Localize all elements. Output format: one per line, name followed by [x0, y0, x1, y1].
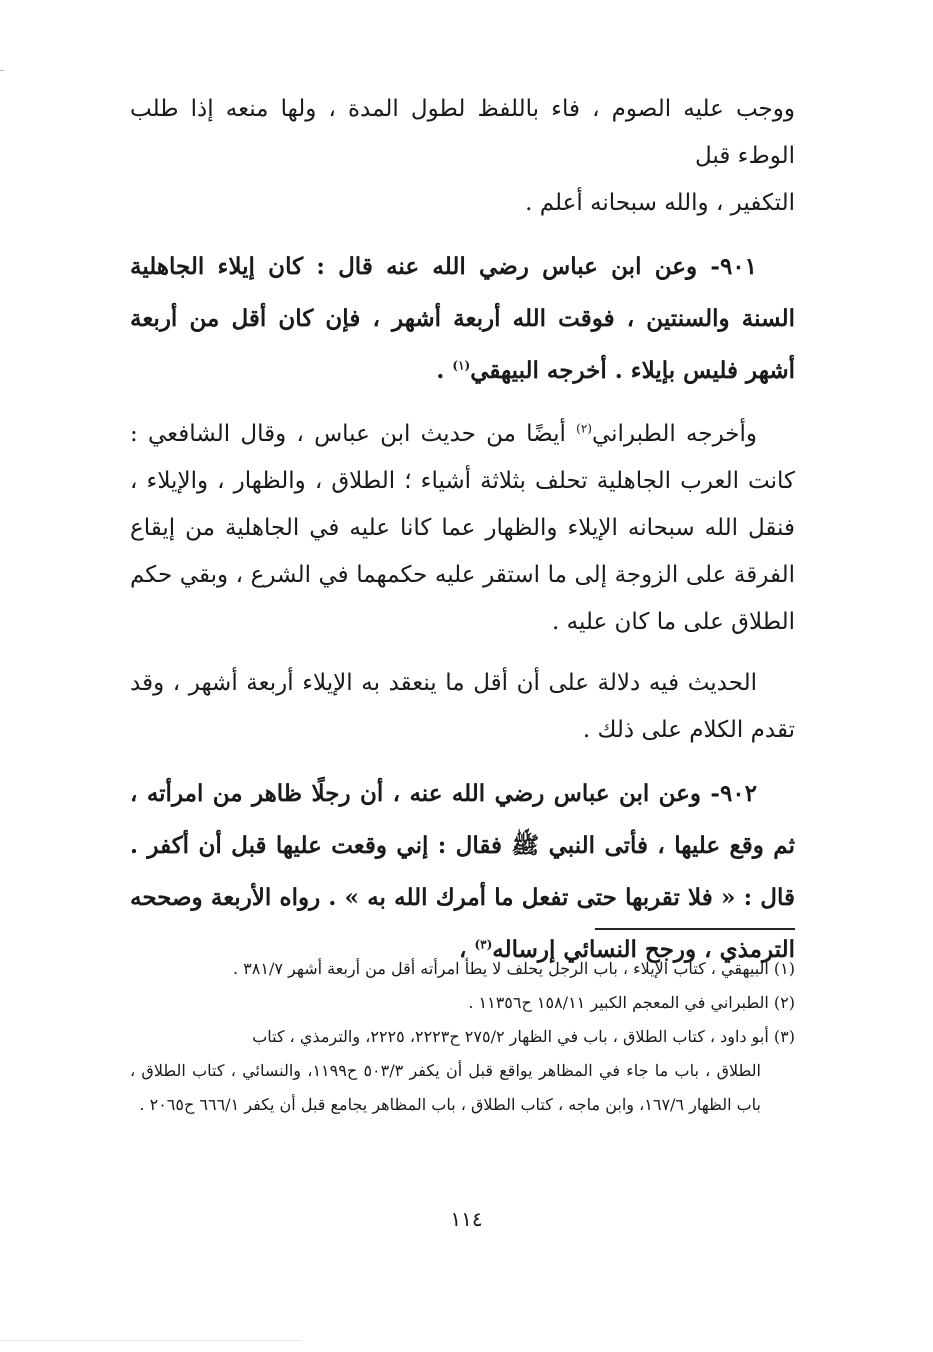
footnote-1: (١) البيهقي ، كتاب الإيلاء ، باب الرجل يحلف لا يطأ امرأته أقل من أربعة أشهر ٣٨١/٧ .	[232, 959, 795, 978]
commentary-paragraph	[130, 411, 795, 646]
hadith-902	[130, 768, 795, 976]
footnotes	[130, 952, 795, 1122]
hadith-end: ،	[459, 936, 475, 963]
paragraph-text: وأخرجه الطبراني	[591, 421, 758, 447]
footnote-2: (٢) الطبراني في المعجم الكبير ١٥٨/١١ ح١١٣٥٦ .	[468, 993, 795, 1012]
footnote-ref[interactable]: (٢)	[576, 421, 592, 436]
footnote-3-line: (٣) أبو داود ، كتاب الطلاق ، باب في الظهار ٢٧٥/٢ ح٢٢٢٣، ٢٢٢٥، والترمذي ، كتاب	[252, 1027, 795, 1046]
scan-speck	[0, 1340, 300, 1341]
paragraph-continuation	[130, 86, 795, 227]
hadith-901	[130, 241, 795, 397]
page-number: ١١٤	[450, 1207, 483, 1231]
paragraph-line: ووجب عليه الصوم ، فاء باللفظ لطول المدة ، ولها منعه إذا طلب الوطء قبل	[130, 96, 795, 169]
paragraph-text: الحديث فيه دلالة على أن أقل ما ينعقد به الإيلاء أربعة أشهر ، وقد تقدم الكلام على ذلك .	[130, 670, 795, 743]
scan-speck	[0, 70, 4, 71]
hadith-text: ٩٠١- وعن ابن عباس رضي الله عنه قال : كان إيلاء الجاهلية السنة والسنتين ، فوقت الله أربعة أشهر ، فإن كان أقل من أربعة أشهر فليس بإيلاء . أخرجه البيهقي	[130, 253, 795, 384]
footnote-3	[130, 1020, 795, 1122]
paragraph-line: التكفير ، والله سبحانه أعلم .	[525, 190, 795, 216]
hadith-text: ٩٠٢- وعن ابن عباس رضي الله عنه ، أن رجلًا ظاهر من امرأته ، ثم وقع عليها ، فأتى النبي ﷺ فقال : إني وقعت عليها قبل أن أكفر . قال : « فلا تقربها حتى تفعل ما أمرك الله به » . رواه الأربعة وصححه الترمذي ، ورجح النسائي إرساله	[130, 780, 795, 963]
hadith-end: .	[436, 357, 453, 384]
footnote-separator	[595, 928, 795, 930]
footnote-3-continuation: الطلاق ، باب ما جاء في المظاهر يواقع قبل أن يكفر ٥٠٣/٣ ح١١٩٩، والنسائي ، كتاب الطلاق ، باب الظهار ١٦٧/٦، وابن ماجه ، كتاب الطلاق ، باب المظاهر يجامع قبل أن يكفر ٦٦٦/١ ح٢٠٦٥ .	[130, 1061, 762, 1114]
commentary-paragraph	[130, 660, 795, 754]
footnote-ref[interactable]: (٣)	[474, 937, 493, 952]
page-body	[130, 86, 795, 990]
paragraph-text: أيضًا من حديث ابن عباس ، وقال الشافعي : كانت العرب الجاهلية تحلف بثلاثة أشياء ؛ الطلاق ، والظهار ، والإيلاء ، فنقل الله سبحانه الإيلاء والظهار عما كانا عليه في الجاهلية من إيقاع الفرقة على الزوجة إلى ما استقر عليه حكمهما في الشرع ، وبقي حكم الطلاق على ما كان عليه .	[130, 421, 795, 635]
footnote-ref[interactable]: (١)	[452, 358, 471, 373]
